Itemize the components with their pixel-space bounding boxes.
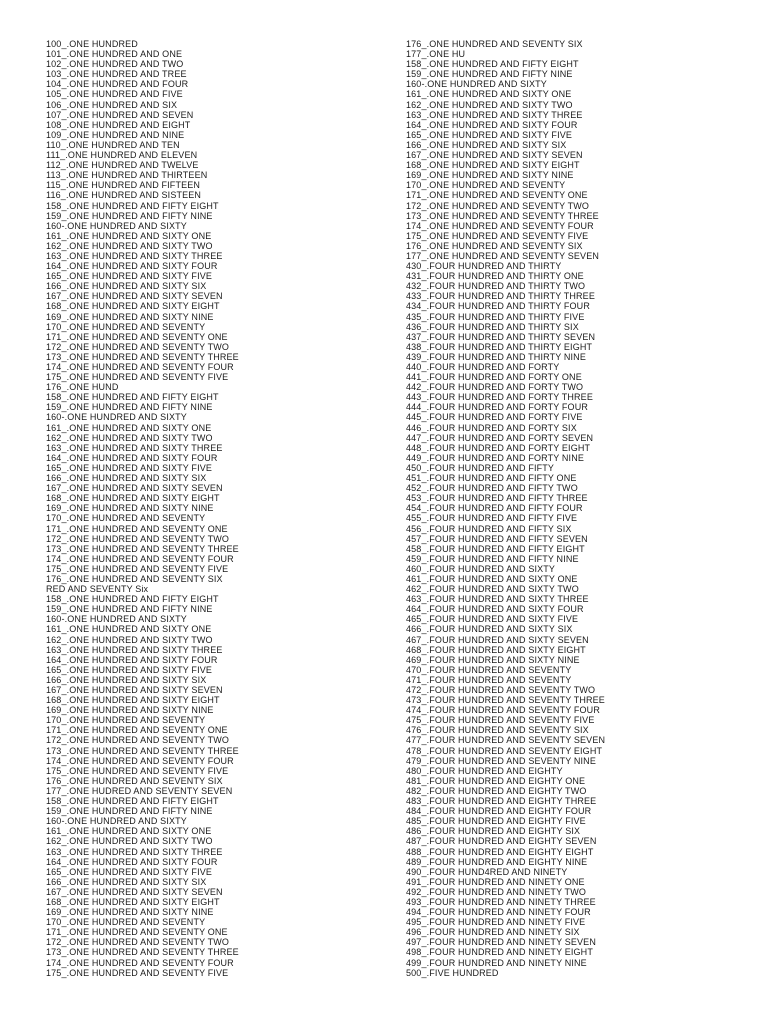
- number-word-line: 112_.ONE HUNDRED AND TWELVE: [46, 160, 199, 171]
- number-word-line: 113_.ONE HUNDRED AND THIRTEEN: [46, 170, 208, 181]
- number-word-line: 446_.FOUR HUNDRED AND FORTY SIX: [406, 422, 577, 433]
- number-word-line: 492_.FOUR HUNDRED AND NINETY TWO: [406, 886, 586, 897]
- number-word-line: 172_.ONE HUNDRED AND SEVENTY TWO: [46, 735, 230, 746]
- number-word-line: 467_.FOUR HUNDRED AND SIXTY SEVEN: [406, 634, 589, 645]
- number-word-line: 173_.ONE HUNDRED AND SEVENTY THREE: [46, 351, 239, 362]
- number-word-line: 165_.ONE HUNDRED AND SIXTY FIVE: [406, 129, 573, 140]
- number-word-line: 104_.ONE HUNDRED AND FOUR: [46, 79, 189, 90]
- left-column: [46, 39, 386, 978]
- number-word-line: 160-.ONE HUNDRED AND SIXTY: [46, 220, 187, 231]
- number-word-line: 106_.ONE HUNDRED AND SIX: [46, 99, 178, 110]
- number-word-line: 159_.ONE HUNDRED AND FIFTY NINE: [46, 604, 213, 615]
- number-word-line: 168_.ONE HUNDRED AND SIXTY EIGHT: [46, 695, 220, 706]
- number-word-line: 476_.FOUR HUNDRED AND SEVENTY SIX: [406, 725, 589, 736]
- number-word-line: 459_.FOUR HUNDRED AND FIFTY NINE: [406, 553, 579, 564]
- number-word-line: 174_.ONE HUNDRED AND SEVENTY FOUR: [406, 220, 594, 231]
- number-word-line: 175_.ONE HUNDRED AND SEVENTY FIVE: [46, 372, 229, 383]
- number-word-line: 175_.ONE HUNDRED AND SEVENTY FIVE: [46, 563, 229, 574]
- right-column: [406, 39, 756, 978]
- number-word-line: 116_.ONE HUNDRED AND SISTEEN: [46, 190, 202, 201]
- number-word-line: 473_.FOUR HUNDRED AND SEVENTY THREE: [406, 695, 605, 706]
- number-word-line: 481_.FOUR HUNDRED AND EIGHTY ONE: [406, 775, 586, 786]
- number-word-line: 168_.ONE HUNDRED AND SIXTY EIGHT: [406, 160, 580, 171]
- number-word-line: RED AND SEVENTY Six: [46, 584, 149, 595]
- number-word-line: 167_.ONE HUNDRED AND SIXTY SEVEN: [46, 291, 223, 302]
- number-word-line: 451_.FOUR HUNDRED AND FIFTY ONE: [406, 473, 577, 484]
- number-word-line: 162_.ONE HUNDRED AND SIXTY TWO: [46, 432, 213, 443]
- number-word-line: 163_.ONE HUNDRED AND SIXTY THREE: [46, 644, 223, 655]
- number-word-line: 471_.FOUR HUNDRED AND SEVENTY: [406, 674, 572, 685]
- number-word-line: 166_.ONE HUNDRED AND SIXTY SIX: [46, 281, 207, 292]
- number-word-line: 170_.ONE HUNDRED AND SEVENTY: [46, 321, 206, 332]
- number-word-line: 175_.ONE HUNDRED AND SEVENTY FIVE: [406, 230, 589, 241]
- number-word-line: 475_.FOUR HUNDRED AND SEVENTY FIVE: [406, 715, 595, 726]
- number-word-line: 461_.FOUR HUNDRED AND SIXTY ONE: [406, 573, 578, 584]
- number-word-line: 487_.FOUR HUNDRED AND EIGHTY SEVEN: [406, 836, 597, 847]
- number-word-line: 172_.ONE HUNDRED AND SEVENTY TWO: [46, 341, 230, 352]
- number-word-line: 493_.FOUR HUNDRED AND NINETY THREE: [406, 896, 596, 907]
- number-word-line: 174_.ONE HUNDRED AND SEVENTY FOUR: [46, 362, 234, 372]
- number-word-line: 158_.ONE HUNDRED AND FIFTY EIGHT: [46, 200, 219, 211]
- number-word-line: 498_.FOUR HUNDRED AND NINETY EIGHT: [406, 947, 593, 958]
- number-word-line: 490_.FOUR HUND4RED AND NINETY: [406, 866, 568, 877]
- number-word-line: 168_.ONE HUNDRED AND SIXTY EIGHT: [46, 896, 220, 907]
- number-word-line: 172_.ONE HUNDRED AND SEVENTY TWO: [406, 200, 590, 211]
- number-word-line: 105_.ONE HUNDRED AND FIVE: [46, 89, 183, 100]
- number-word-line: 437_.FOUR HUNDRED AND THIRTY SEVEN: [406, 331, 596, 342]
- number-word-line: 170_.ONE HUNDRED AND SEVENTY: [406, 180, 566, 191]
- number-word-line: 495_.FOUR HUNDRED AND NINETY FIVE: [406, 917, 586, 928]
- number-word-line: 169_.ONE HUNDRED AND SIXTY NINE: [46, 907, 214, 918]
- number-word-line: 162_.ONE HUNDRED AND SIXTY TWO: [46, 836, 213, 847]
- number-word-line: 160-.ONE HUNDRED AND SIXTY: [46, 816, 187, 827]
- number-word-line: 455_.FOUR HUNDRED AND FIFTY FIVE: [406, 513, 578, 524]
- number-word-line: 165_.ONE HUNDRED AND SIXTY FIVE: [46, 462, 213, 473]
- number-word-line: 176_.ONE HUNDRED AND SEVENTY SIX: [46, 775, 223, 786]
- number-word-line: 160-.ONE HUNDRED AND SIXTY: [46, 614, 187, 625]
- number-word-line: 163_.ONE HUNDRED AND SIXTY THREE: [46, 250, 223, 261]
- number-word-line: 167_.ONE HUNDRED AND SIXTY SEVEN: [46, 483, 223, 494]
- number-word-line: 474_.FOUR HUNDRED AND SEVENTY FOUR: [406, 705, 600, 716]
- number-word-line: 174_.ONE HUNDRED AND SEVENTY FOUR: [46, 553, 234, 564]
- number-word-line: 162_.ONE HUNDRED AND SIXTY TWO: [406, 99, 573, 110]
- number-word-line: 439_.FOUR HUNDRED AND THIRTY NINE: [406, 351, 586, 362]
- number-word-line: 166_.ONE HUNDRED AND SIXTY SIX: [406, 139, 567, 150]
- number-word-line: 102_.ONE HUNDRED AND TWO: [46, 59, 184, 70]
- number-word-line: 477_.FOUR HUNDRED AND SEVENTY SEVEN: [406, 735, 606, 746]
- number-word-line: 158_.ONE HUNDRED AND FIFTY EIGHT: [46, 392, 219, 403]
- number-word-line: 161_.ONE HUNDRED AND SIXTY ONE: [46, 826, 212, 837]
- number-word-line: 108_.ONE HUNDRED AND EIGHT: [46, 119, 191, 130]
- number-word-line: 109_.ONE HUNDRED AND NINE: [46, 129, 185, 140]
- number-word-line: 470_.FOUR HUNDRED AND SEVENTY: [406, 664, 572, 675]
- number-word-line: 434_.FOUR HUNDRED AND THIRTY FOUR: [406, 301, 590, 312]
- number-word-line: 496_.FOUR HUNDRED AND NINETY SIX: [406, 927, 580, 938]
- number-word-line: 432_.FOUR HUNDRED AND THIRTY TWO: [406, 281, 586, 292]
- number-word-line: 165_.ONE HUNDRED AND SIXTY FIVE: [46, 664, 213, 675]
- number-word-line: 450_.FOUR HUNDRED AND FIFTY: [406, 462, 555, 473]
- number-word-line: 164_.ONE HUNDRED AND SIXTY FOUR: [406, 119, 578, 130]
- number-word-line: 100_.ONE HUNDRED: [46, 39, 138, 49]
- number-word-line: 465_.FOUR HUNDRED AND SIXTY FIVE: [406, 614, 579, 625]
- number-word-line: 176_.ONE HUNDRED AND SEVENTY SIX: [406, 240, 583, 251]
- number-word-line: 169_.ONE HUNDRED AND SIXTY NINE: [406, 170, 574, 181]
- number-word-line: 453_.FOUR HUNDRED AND FIFTY THREE: [406, 493, 588, 504]
- number-word-line: 488_.FOUR HUNDRED AND EIGHTY EIGHT: [406, 846, 594, 857]
- number-word-line: 160-.ONE HUNDRED AND SIXTY: [406, 79, 547, 90]
- number-word-line: 162_.ONE HUNDRED AND SIXTY TWO: [46, 634, 213, 645]
- number-word-line: 449_.FOUR HUNDRED AND FORTY NINE: [406, 452, 585, 463]
- number-word-line: 170_.ONE HUNDRED AND SEVENTY: [46, 513, 206, 524]
- number-word-line: 480_.FOUR HUNDRED AND EIGHTY: [406, 765, 563, 776]
- number-word-line: 158_.ONE HUNDRED AND FIFTY EIGHT: [46, 594, 219, 605]
- number-word-line: 170_.ONE HUNDRED AND SEVENTY: [46, 715, 206, 726]
- number-word-line: 466_.FOUR HUNDRED AND SIXTY SIX: [406, 624, 573, 635]
- number-word-line: 442_.FOUR HUNDRED AND FORTY TWO: [406, 382, 584, 393]
- number-word-line: 176_.ONE HUNDRED AND SEVENTY SIX: [406, 39, 583, 49]
- number-word-line: 111_.ONE HUNDRED AND ELEVEN: [46, 150, 198, 161]
- number-word-line: 177_.ONE HUNDRED AND SEVENTY SEVEN: [406, 250, 599, 261]
- number-word-line: 165_.ONE HUNDRED AND SIXTY FIVE: [46, 866, 213, 877]
- number-word-line: 110_.ONE HUNDRED AND TEN: [46, 139, 180, 150]
- number-word-line: 162_.ONE HUNDRED AND SIXTY TWO: [46, 240, 213, 251]
- number-word-line: 101_.ONE HUNDRED AND ONE: [46, 49, 183, 60]
- number-word-line: 468_.FOUR HUNDRED AND SIXTY EIGHT: [406, 644, 586, 655]
- number-word-line: 164_.ONE HUNDRED AND SIXTY FOUR: [46, 452, 218, 463]
- number-word-line: 166_.ONE HUNDRED AND SIXTY SIX: [46, 674, 207, 685]
- number-word-line: 463_.FOUR HUNDRED AND SIXTY THREE: [406, 594, 589, 605]
- number-word-line: 499_.FOUR HUNDRED AND NINETY NINE: [406, 957, 587, 968]
- number-word-line: 485_.FOUR HUNDRED AND EIGHTY FIVE: [406, 816, 586, 827]
- number-word-line: 167_.ONE HUNDRED AND SIXTY SEVEN: [46, 886, 223, 897]
- number-word-line: 171_.ONE HUNDRED AND SEVENTY ONE: [46, 927, 228, 938]
- number-word-line: 447_.FOUR HUNDRED AND FORTY SEVEN: [406, 432, 594, 443]
- number-word-line: 173_.ONE HUNDRED AND SEVENTY THREE: [46, 745, 239, 756]
- number-word-line: 165_.ONE HUNDRED AND SIXTY FIVE: [46, 271, 213, 282]
- number-word-line: 161_.ONE HUNDRED AND SIXTY ONE: [46, 624, 212, 635]
- number-word-line: 158_.ONE HUNDRED AND FIFTY EIGHT: [46, 796, 219, 807]
- number-word-line: 169_.ONE HUNDRED AND SIXTY NINE: [46, 311, 214, 322]
- number-word-line: 173_.ONE HUNDRED AND SEVENTY THREE: [46, 947, 239, 958]
- number-word-line: 177_.ONE HU: [406, 49, 466, 60]
- number-word-line: 103_.ONE HUNDRED AND TREE: [46, 69, 187, 80]
- number-word-line: 171_.ONE HUNDRED AND SEVENTY ONE: [46, 331, 228, 342]
- number-word-line: 462_.FOUR HUNDRED AND SIXTY TWO: [406, 584, 579, 595]
- number-word-line: 430_.FOUR HUNDRED AND THIRTY: [406, 261, 562, 272]
- number-word-line: 469_.FOUR HUNDRED AND SIXTY NINE: [406, 654, 580, 665]
- number-word-line: 171_.ONE HUNDRED AND SEVENTY ONE: [406, 190, 588, 201]
- number-word-line: 458_.FOUR HUNDRED AND FIFTY EIGHT: [406, 543, 585, 554]
- number-word-line: 164_.ONE HUNDRED AND SIXTY FOUR: [46, 654, 218, 665]
- number-word-line: 164_.ONE HUNDRED AND SIXTY FOUR: [46, 261, 218, 272]
- number-word-line: 436_.FOUR HUNDRED AND THIRTY SIX: [406, 321, 579, 332]
- number-word-line: 438_.FOUR HUNDRED AND THIRTY EIGHT: [406, 341, 593, 352]
- number-word-line: 494_.FOUR HUNDRED AND NINETY FOUR: [406, 907, 591, 918]
- number-word-line: 176_.ONE HUND: [46, 382, 119, 393]
- number-word-line: 500_.FIVE HUNDRED: [406, 967, 499, 978]
- number-word-line: 159_.ONE HUNDRED AND FIFTY NINE: [46, 210, 213, 221]
- number-word-line: 159_.ONE HUNDRED AND FIFTY NINE: [46, 402, 213, 413]
- number-word-line: 159_.ONE HUNDRED AND FIFTY NINE: [406, 69, 573, 80]
- number-word-line: 174_.ONE HUNDRED AND SEVENTY FOUR: [46, 755, 234, 766]
- number-word-line: 472_.FOUR HUNDRED AND SEVENTY TWO: [406, 685, 596, 695]
- number-word-line: 173_.ONE HUNDRED AND SEVENTY THREE: [46, 543, 239, 554]
- number-word-line: 161_.ONE HUNDRED AND SIXTY ONE: [46, 422, 212, 433]
- number-word-line: 166_.ONE HUNDRED AND SIXTY SIX: [46, 876, 207, 887]
- number-word-line: 478_.FOUR HUNDRED AND SEVENTY EIGHT: [406, 745, 603, 756]
- number-word-line: 174_.ONE HUNDRED AND SEVENTY FOUR: [46, 957, 234, 968]
- number-word-line: 431_.FOUR HUNDRED AND THIRTY ONE: [406, 271, 584, 282]
- number-word-line: 460_.FOUR HUNDRED AND SIXTY: [406, 563, 556, 574]
- number-word-line: 172_.ONE HUNDRED AND SEVENTY TWO: [46, 937, 230, 948]
- number-word-line: 164_.ONE HUNDRED AND SIXTY FOUR: [46, 856, 218, 867]
- number-word-line: 169_.ONE HUNDRED AND SIXTY NINE: [46, 503, 214, 514]
- number-word-line: 172_.ONE HUNDRED AND SEVENTY TWO: [46, 533, 230, 544]
- number-word-line: 166_.ONE HUNDRED AND SIXTY SIX: [46, 473, 207, 484]
- number-word-line: 175_.ONE HUNDRED AND SEVENTY FIVE: [46, 967, 229, 978]
- number-word-line: 163_.ONE HUNDRED AND SIXTY THREE: [46, 846, 223, 857]
- number-word-line: 484_.FOUR HUNDRED AND EIGHTY FOUR: [406, 806, 592, 817]
- number-word-line: 163_.ONE HUNDRED AND SIXTY THREE: [406, 109, 583, 120]
- number-word-line: 452_.FOUR HUNDRED AND FIFTY TWO: [406, 483, 578, 494]
- number-word-line: 440_.FOUR HUNDRED AND FORTY: [406, 362, 560, 372]
- number-word-line: 159_.ONE HUNDRED AND FIFTY NINE: [46, 806, 213, 817]
- number-word-line: 486_.FOUR HUNDRED AND EIGHTY SIX: [406, 826, 581, 837]
- number-word-line: 444_.FOUR HUNDRED AND FORTY FOUR: [406, 402, 588, 413]
- number-word-line: 448_.FOUR HUNDRED AND FORTY EIGHT: [406, 442, 591, 453]
- number-word-line: 497_.FOUR HUNDRED AND NINETY SEVEN: [406, 937, 596, 948]
- number-word-line: 489_.FOUR HUNDRED AND EIGHTY NINE: [406, 856, 588, 867]
- number-word-line: 168_.ONE HUNDRED AND SIXTY EIGHT: [46, 493, 220, 504]
- number-word-line: 176_.ONE HUNDRED AND SEVENTY SIX: [46, 573, 223, 584]
- number-word-line: 161_.ONE HUNDRED AND SIXTY ONE: [46, 230, 212, 241]
- number-word-line: 464_.FOUR HUNDRED AND SIXTY FOUR: [406, 604, 584, 615]
- number-word-line: 169_.ONE HUNDRED AND SIXTY NINE: [46, 705, 214, 716]
- number-word-line: 177_.ONE HUDRED AND SEVENTY SEVEN: [46, 785, 233, 796]
- number-word-line: 160-.ONE HUNDRED AND SIXTY: [46, 412, 187, 423]
- number-word-line: 443_.FOUR HUNDRED AND FORTY THREE: [406, 392, 593, 403]
- number-word-line: 115_.ONE HUNDRED AND FIFTEEN: [46, 180, 201, 191]
- number-word-line: 479_.FOUR HUNDRED AND SEVENTY NINE: [406, 755, 596, 766]
- number-word-line: 456_.FOUR HUNDRED AND FIFTY SIX: [406, 523, 572, 534]
- number-word-line: 173_.ONE HUNDRED AND SEVENTY THREE: [406, 210, 599, 221]
- number-word-line: 107_.ONE HUNDRED AND SEVEN: [46, 109, 194, 120]
- number-word-line: 171_.ONE HUNDRED AND SEVENTY ONE: [46, 725, 228, 736]
- number-word-line: 454_.FOUR HUNDRED AND FIFTY FOUR: [406, 503, 583, 514]
- number-word-line: 483_.FOUR HUNDRED AND EIGHTY THREE: [406, 796, 597, 807]
- number-word-line: 167_.ONE HUNDRED AND SIXTY SEVEN: [406, 150, 583, 161]
- number-word-line: 482_.FOUR HUNDRED AND EIGHTY TWO: [406, 785, 587, 796]
- number-word-line: 445_.FOUR HUNDRED AND FORTY FIVE: [406, 412, 583, 423]
- number-word-line: 167_.ONE HUNDRED AND SIXTY SEVEN: [46, 685, 223, 695]
- number-word-line: 457_.FOUR HUNDRED AND FIFTY SEVEN: [406, 533, 588, 544]
- number-word-line: 161_.ONE HUNDRED AND SIXTY ONE: [406, 89, 572, 100]
- number-word-line: 433_.FOUR HUNDRED AND THIRTY THREE: [406, 291, 595, 302]
- number-word-line: 441_.FOUR HUNDRED AND FORTY ONE: [406, 372, 582, 383]
- number-word-line: 163_.ONE HUNDRED AND SIXTY THREE: [46, 442, 223, 453]
- number-word-line: 171_.ONE HUNDRED AND SEVENTY ONE: [46, 523, 228, 534]
- number-word-line: 491_.FOUR HUNDRED AND NINETY ONE: [406, 876, 585, 887]
- number-word-line: 168_.ONE HUNDRED AND SIXTY EIGHT: [46, 301, 220, 312]
- number-word-line: 170_.ONE HUNDRED AND SEVENTY: [46, 917, 206, 928]
- number-word-line: 158_.ONE HUNDRED AND FIFTY EIGHT: [406, 59, 579, 70]
- number-word-line: 435_.FOUR HUNDRED AND THIRTY FIVE: [406, 311, 585, 322]
- number-word-line: 175_.ONE HUNDRED AND SEVENTY FIVE: [46, 765, 229, 776]
